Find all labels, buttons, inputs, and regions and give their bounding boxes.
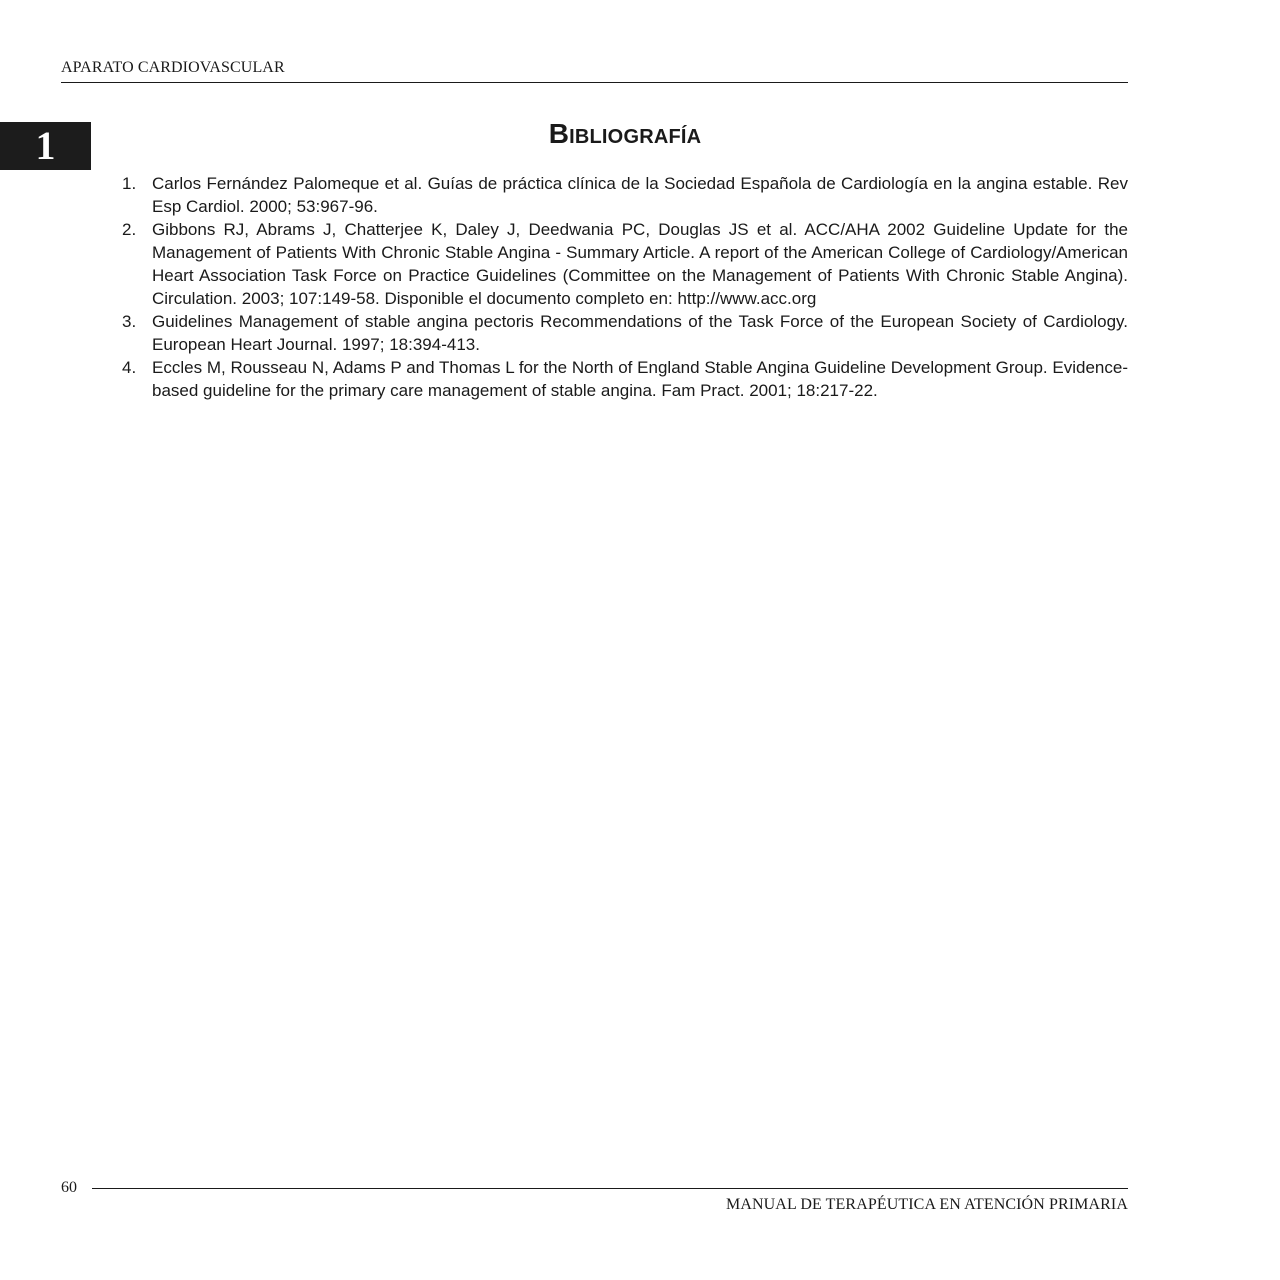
reference-number: 4.: [122, 358, 137, 377]
reference-number: 2.: [122, 220, 137, 239]
reference-item: [122, 310, 1128, 356]
footer-book-title: MANUAL DE TERAPÉUTICA EN ATENCIÓN PRIMARIA: [726, 1196, 1128, 1213]
reference-text: Eccles M, Rousseau N, Adams P and Thomas L for the North of England Stable Angina Guideline Development Group. Evidence-based guideline for the primary care management of stable angina. Fam Pract. 2001; 18:217-22.: [152, 358, 1128, 400]
reference-item: [122, 172, 1128, 218]
header-rule: [61, 82, 1128, 83]
reference-item: [122, 356, 1128, 402]
reference-text: Carlos Fernández Palomeque et al. Guías de práctica clínica de la Sociedad Española de Cardiología en la angina estable. Rev Esp Cardiol. 2000; 53:967-96.: [152, 174, 1128, 216]
section-title: Bibliografía: [548, 118, 702, 149]
reference-list: [122, 172, 1128, 402]
reference-number: 3.: [122, 312, 137, 331]
reference-item: [122, 218, 1128, 310]
reference-text: Guidelines Management of stable angina pectoris Recommendations of the Task Force of the European Society of Cardiology. European Heart Journal. 1997; 18:394-413.: [152, 312, 1128, 354]
footer-rule: [92, 1188, 1128, 1189]
page-number: 60: [61, 1179, 77, 1196]
reference-number: 1.: [122, 174, 137, 193]
reference-text: Gibbons RJ, Abrams J, Chatterjee K, Daley J, Deedwania PC, Douglas JS et al. ACC/AHA 2002 Guideline Update for the Management of Patients With Chronic Stable Angina - Summary Article. A report of the American College of Cardiology/American Heart Association Task Force on Practice Guidelines (Committee on the Management of Patients With Chronic Stable Angina). Circulation. 2003; 107:149-58. Disponible el documento completo en: http://www.acc.org: [152, 220, 1128, 308]
running-header: APARATO CARDIOVASCULAR: [61, 59, 285, 76]
chapter-number: 1: [35, 123, 56, 168]
